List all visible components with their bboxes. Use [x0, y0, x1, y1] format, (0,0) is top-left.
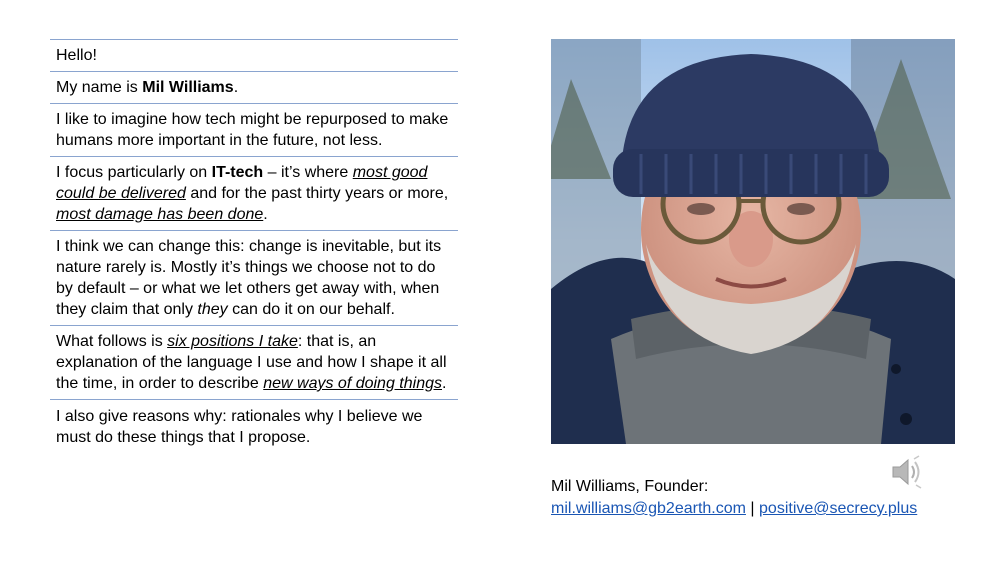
name-bold: Mil Williams	[142, 79, 234, 96]
follows-t3: .	[442, 375, 447, 392]
focus-block	[50, 156, 458, 230]
follows-new-ways: new ways of doing things	[263, 375, 442, 392]
focus-t3: and for the past thirty years or more,	[185, 185, 449, 202]
hello-text: Hello!	[56, 47, 97, 64]
reasons-block	[50, 400, 458, 448]
follows-six-positions: six positions I take	[167, 333, 298, 350]
change-t1: I think we can change this: change is inevitable, but its nature rarely is. Mostly it’s things we choose not to do by default – or what we let others get away with, when they claim that only	[56, 238, 442, 318]
focus-damage: most damage has been done	[56, 206, 264, 223]
follows-block	[50, 325, 458, 400]
follows-t1: What follows is	[56, 333, 168, 350]
email-link-2[interactable]: positive@secrecy.plus	[759, 500, 918, 517]
change-block	[50, 230, 458, 325]
email-separator: |	[745, 500, 760, 517]
focus-good: most good could be delivered	[56, 164, 428, 202]
reasons-text: I also give reasons why: rationales why I believe we must do these things that I propose.	[56, 408, 423, 446]
portrait-photo	[551, 39, 955, 444]
name-block	[50, 71, 458, 103]
imagine-block	[50, 103, 458, 156]
change-they: they	[197, 301, 228, 318]
portrait-illustration	[551, 39, 955, 444]
text-column	[50, 39, 458, 448]
hello-block	[50, 39, 458, 71]
caption	[551, 476, 971, 520]
focus-t4: .	[263, 206, 268, 223]
focus-it-tech: IT-tech	[211, 164, 264, 181]
email-link-1[interactable]: mil.williams@gb2earth.com	[551, 500, 746, 517]
imagine-text: I like to imagine how tech might be repurposed to make humans more important in the future, not less.	[56, 111, 449, 149]
focus-t1: I focus particularly on	[56, 164, 212, 181]
name-suffix: .	[233, 79, 239, 96]
caption-title: Mil Williams, Founder:	[551, 478, 709, 495]
caption-emails	[551, 498, 971, 520]
focus-t2: – it’s where	[263, 164, 353, 181]
change-t2: can do it on our behalf.	[227, 301, 395, 318]
follows-t2: : that is, an explanation of the language I use and how I shape it all the time, in order to describe	[56, 333, 447, 392]
name-prefix: My name is	[56, 79, 143, 96]
